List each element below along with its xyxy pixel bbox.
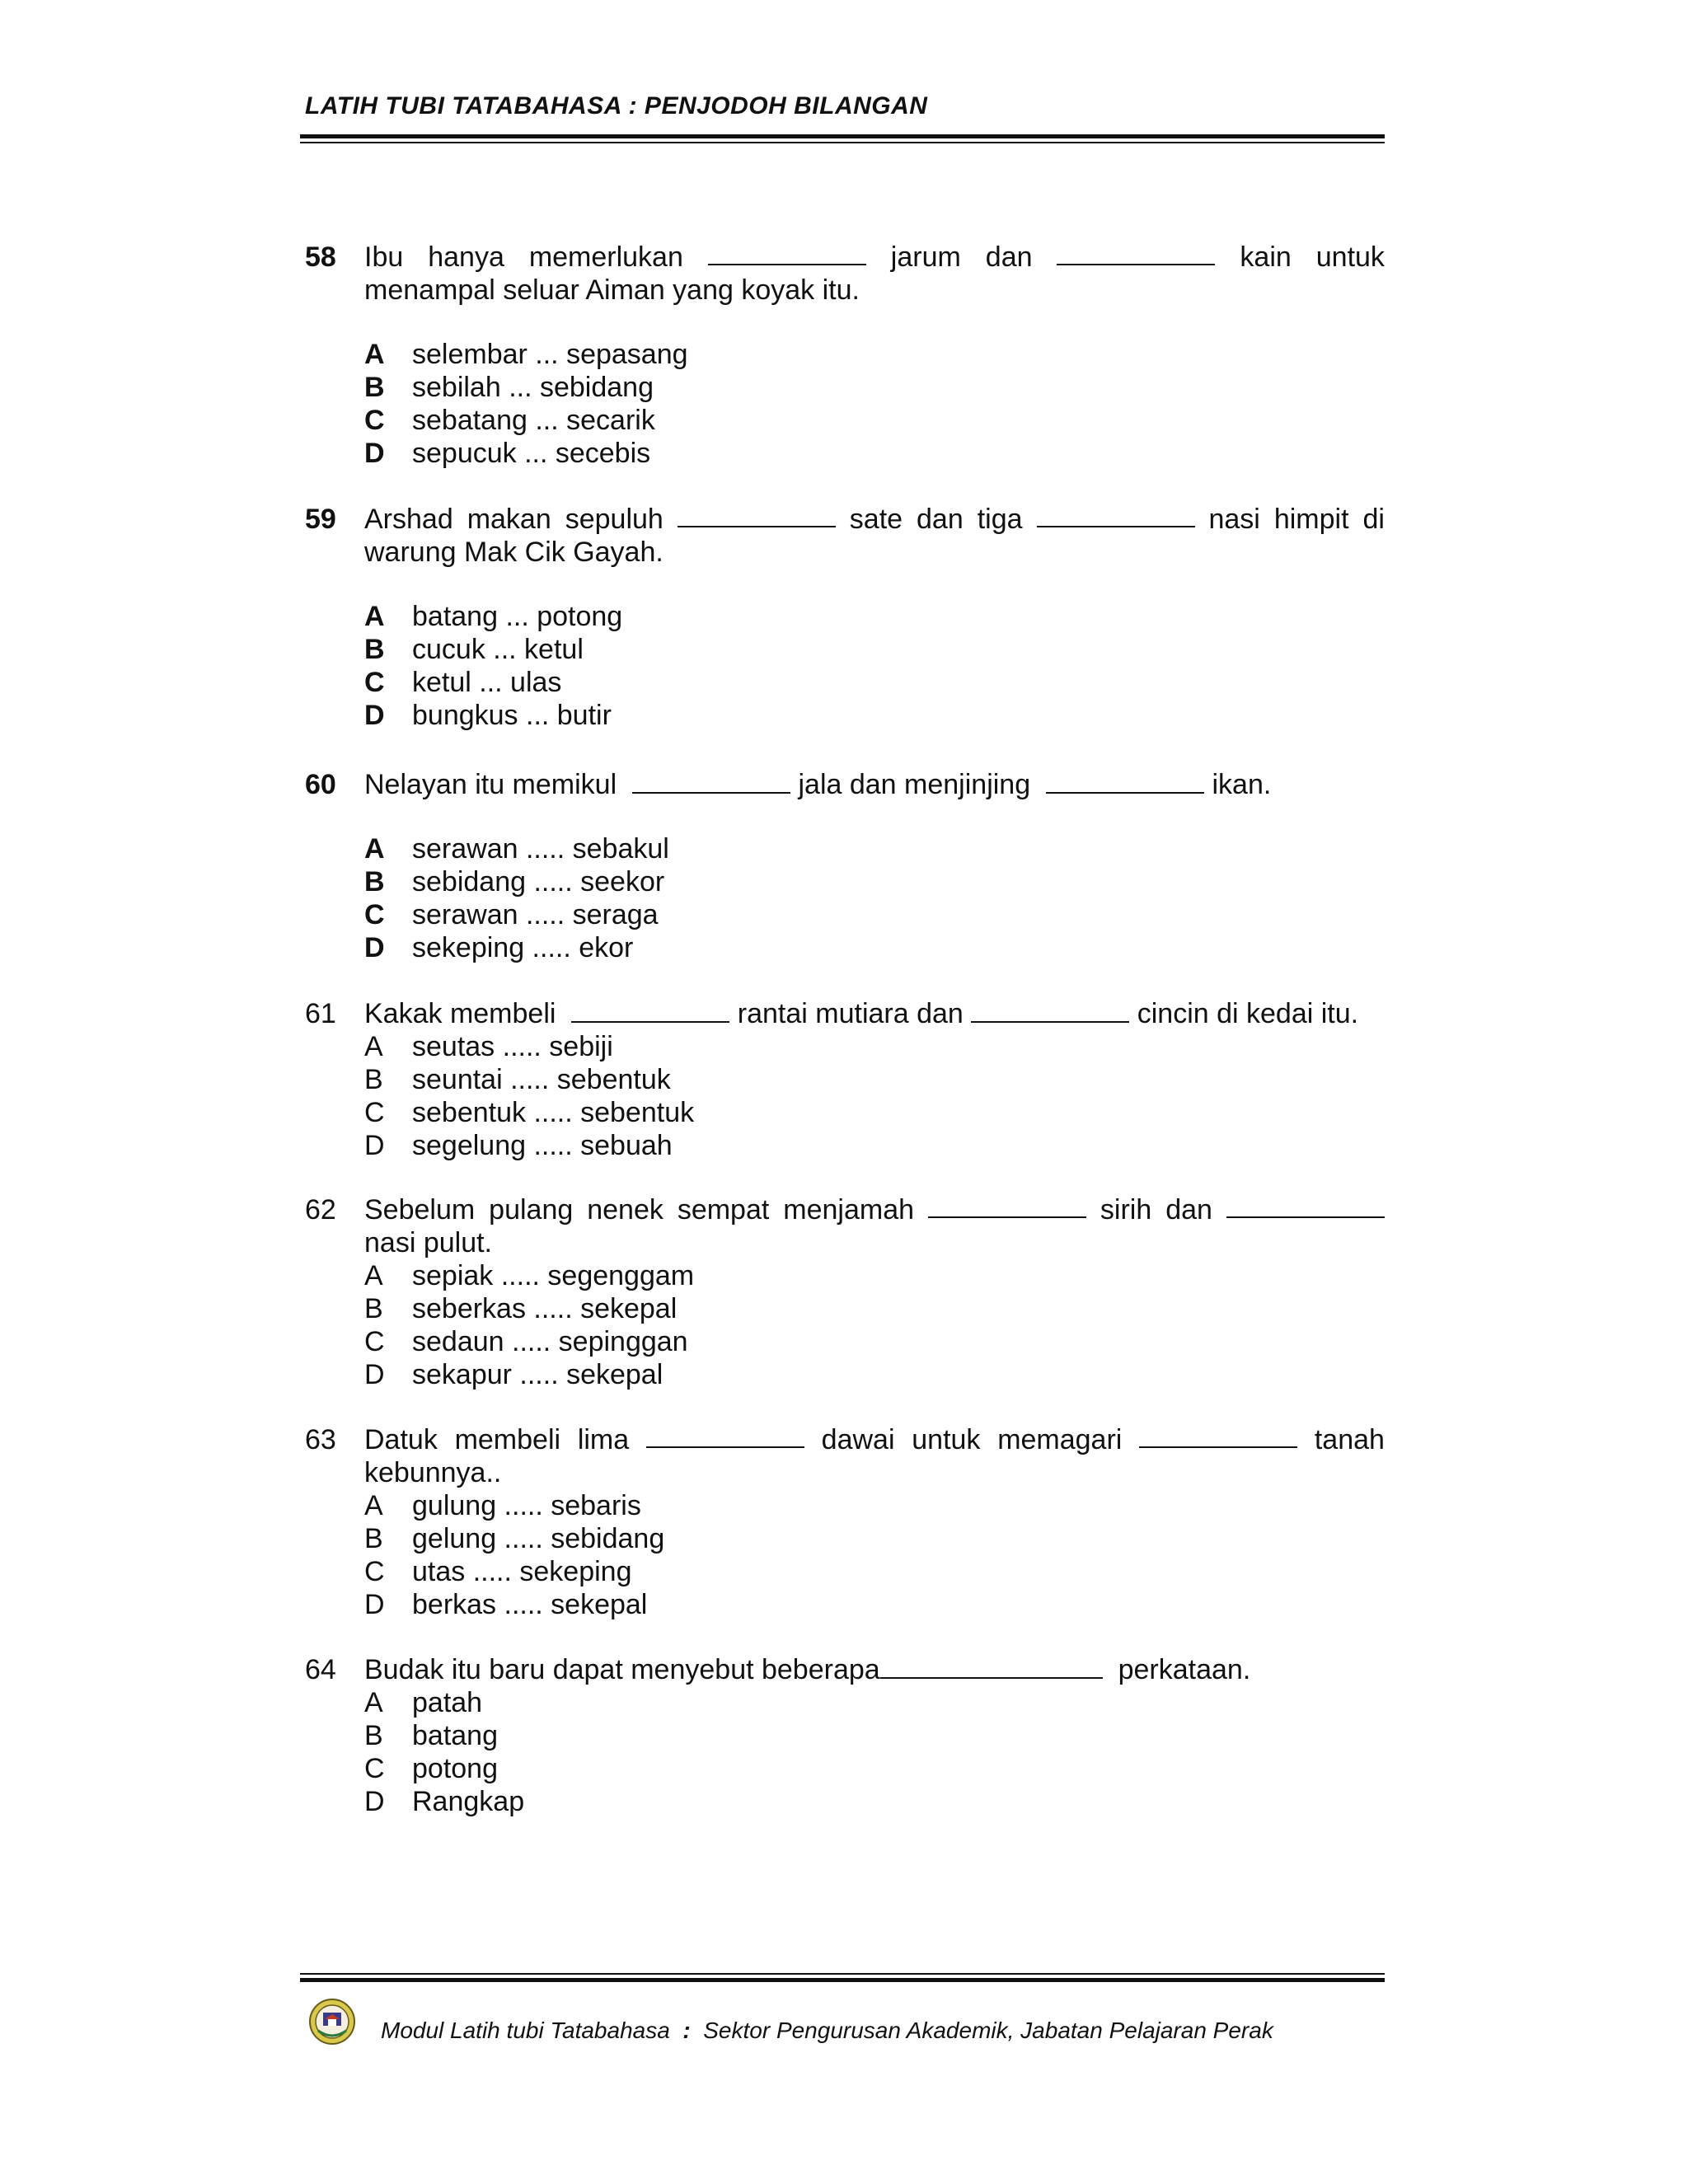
- question-number: 62: [305, 1194, 336, 1226]
- answer-blank: [1226, 1193, 1385, 1218]
- footer-rule-thin: [300, 1973, 1385, 1975]
- question-text-line2: kebunnya..: [364, 1457, 502, 1488]
- answer-blank: [1046, 769, 1204, 794]
- page-header-title: LATIH TUBI TATABAHASA : PENJODOH BILANGAN: [305, 92, 928, 120]
- question-text-line1: Datuk membeli lima dawai untuk memagari tanah: [364, 1424, 1385, 1455]
- question-text: Kakak membeli rantai mutiara dan cincin di kedai itu.: [364, 998, 1359, 1029]
- answer-blank: [708, 241, 866, 265]
- question-text-line2: menampal seluar Aiman yang koyak itu.: [364, 274, 860, 306]
- question-text-line2: nasi pulut.: [364, 1227, 492, 1258]
- question-text-line2: warung Mak Cik Gayah.: [364, 537, 663, 568]
- answer-blank: [632, 769, 790, 794]
- question-text: Nelayan itu memikul jala dan menjinjing ikan.: [364, 769, 1272, 800]
- answer-blank: [880, 1654, 1103, 1679]
- footer-rule-thick: [300, 1978, 1385, 1982]
- answer-blank: [1037, 503, 1195, 527]
- question-number: 64: [305, 1654, 336, 1685]
- question-60: 60 Nelayan itu memikul jala dan menjinjing ikan. A serawan ..... sebakul B sebidang ..... seekor C serawan ..... seraga D sekeping ..... ekor: [305, 768, 1385, 801]
- question-61: 61 Kakak membeli rantai mutiara dan cincin di kedai itu. A seutas ..... sebiji B seuntai ..... sebentuk C sebentuk ..... sebentuk D segelung ..... sebuah: [305, 997, 1385, 1030]
- answer-blank: [571, 998, 729, 1023]
- answer-blank: [1139, 1423, 1297, 1448]
- answer-blank: [678, 503, 836, 527]
- question-number: 60: [305, 769, 336, 800]
- question-64: 64 Budak itu baru dapat menyebut beberapa perkataan. A patah B batang C potong D Rangkap: [305, 1653, 1385, 1686]
- answer-blank: [1057, 241, 1215, 265]
- question-number: 58: [305, 241, 336, 273]
- question-62: 62 Sebelum pulang nenek sempat menjamah sirih dan nasi pulut. A sepiak ..... segenggam B seberkas ..... sekepal C sedaun ..... sepinggan D sekapur ..... sekepal: [305, 1193, 1385, 1226]
- header-rule-thin: [300, 142, 1385, 143]
- question-number: 63: [305, 1424, 336, 1455]
- answer-blank: [646, 1423, 804, 1448]
- answer-blank: [971, 998, 1129, 1023]
- answer-blank: [928, 1193, 1086, 1218]
- question-text-line1: Sebelum pulang nenek sempat menjamah sirih dan: [364, 1193, 1385, 1226]
- question-59: 59 Arshad makan sepuluh sate dan tiga nasi himpit di warung Mak Cik Gayah. A batang ... potong B cucuk ... ketul C ketul ... ulas D bungkus ... butir: [305, 504, 1385, 731]
- jabatan-pelajaran-perak-logo-icon: [308, 1998, 356, 2046]
- question-number: 59: [305, 504, 336, 535]
- question-number: 61: [305, 998, 336, 1029]
- question-text: Budak itu baru dapat menyebut beberapa perkataan.: [364, 1654, 1251, 1685]
- question-text-line1: Arshad makan sepuluh sate dan tiga nasi himpit di: [364, 504, 1385, 535]
- question-text-line1: Ibu hanya memerlukan jarum dan kain untuk: [364, 241, 1385, 273]
- footer-text: Modul Latih tubi Tatabahasa : Sektor Pengurusan Akademik, Jabatan Pelajaran Perak: [381, 2018, 1273, 2043]
- question-63: 63 Datuk membeli lima dawai untuk memagari tanah kebunnya.. A gulung ..... sebaris B gelung ..... sebidang C utas ..... sekeping D berkas ..... sekepal: [305, 1424, 1385, 1620]
- header-rule-thick: [300, 134, 1385, 138]
- question-58: 58 Ibu hanya memerlukan jarum dan kain untuk menampal seluar Aiman yang koyak itu. A selembar ... sepasang B sebilah ... sebidang C sebatang ... secarik D sepucuk ... secebis: [305, 241, 1385, 469]
